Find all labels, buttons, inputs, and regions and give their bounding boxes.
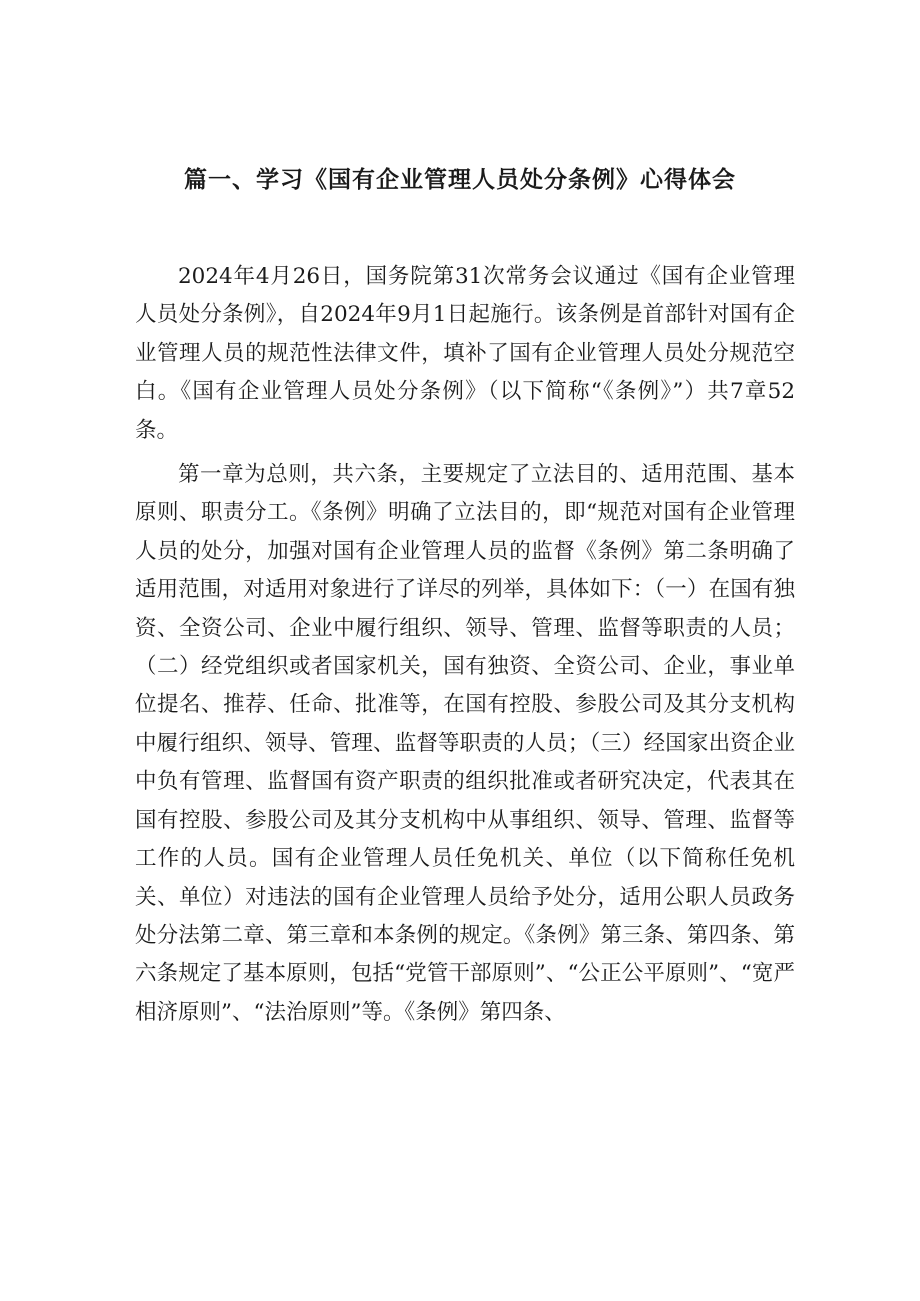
paragraph-1: 2024年4月26日，国务院第31次常务会议通过《国有企业管理人员处分条例》，自2024年9月1日起施行。该条例是首部针对国有企业管理人员的规范性法律文件，填补了国有企业管理人员处分规范空白。《国有企业管理人员处分条例》（以下简称“《条例》”）共7章52条。: [135, 264, 795, 443]
document-title: 篇一、学习《国有企业管理人员处分条例》心得体会: [184, 167, 736, 193]
paragraph-2: 第一章为总则，共六条，主要规定了立法目的、适用范围、基本原则、职责分工。《条例》明确了立法目的，即“规范对国有企业管理人员的处分，加强对国有企业管理人员的监督《条例》第二条明确了适用范围，对适用对象进行了详尽的列举，具体如下：（一）在国有独资、全资公司、企业中履行组织、领导、管理、监督等职责的人员；（二）经党组织或者国家机关，国有独资、全资公司、企业，事业单位提名、推荐、任命、批准等，在国有控股、参股公司及其分支机构中履行组织、领导、管理、监督等职责的人员；（三）经国家出资企业中负有管理、监督国有资产职责的组织批准或者研究决定，代表其在国有控股、参股公司及其分支机构中从事组织、领导、管理、监督等工作的人员。国有企业管理人员任免机关、单位（以下简称任免机关、单位）对违法的国有企业管理人员给予处分，适用公职人员政务处分法第二章、第三章和本条例的规定。《条例》第三条、第四条、第六条规定了基本原则，包括“党管干部原则”、“公正公平原则”、“宽严相济原则”、“法治原则”等。《条例》第四条、: [135, 462, 795, 1025]
document-body: [135, 258, 795, 1038]
